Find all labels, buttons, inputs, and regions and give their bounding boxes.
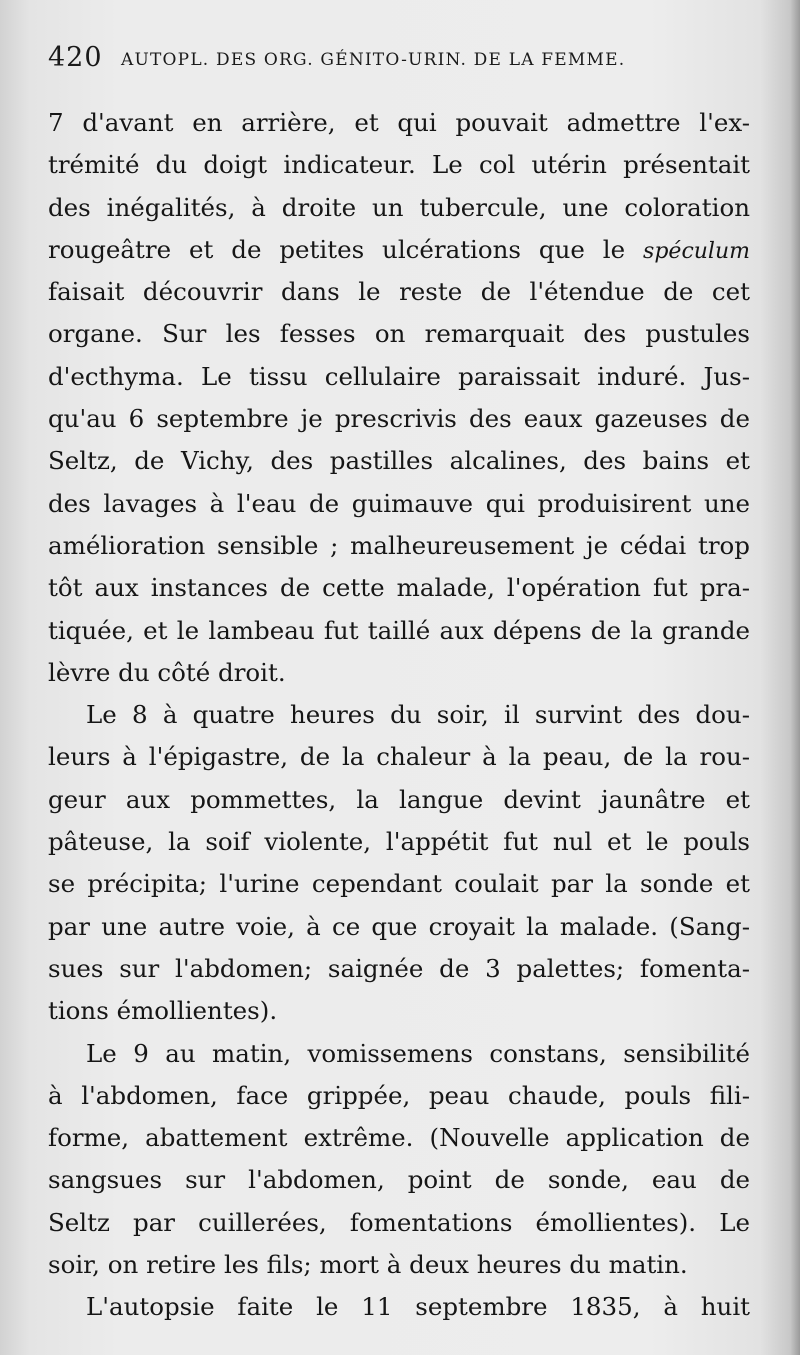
text-line: Le 9 au matin, vomissemens constans, sensibilité — [86, 1038, 750, 1068]
text-line: soir, on retire les fils; mort à deux heures du matin. — [48, 1250, 688, 1280]
paragraph-2 — [48, 694, 750, 1032]
text-line: sangsues sur l'abdomen, point de sonde, eau de — [48, 1165, 750, 1195]
text-line: tôt aux instances de cette malade, l'opération fut pra- — [48, 573, 750, 603]
page-number: 420 — [48, 42, 103, 73]
text-line: se précipita; l'urine cependant coulait par la sonde et — [48, 869, 750, 899]
page-header — [48, 40, 748, 80]
body-text — [48, 102, 750, 1329]
text-line: lèvre du côté droit. — [48, 657, 286, 687]
text-line: tions émollientes). — [48, 996, 278, 1026]
text-line: des lavages à l'eau de guimauve qui produisirent une — [48, 488, 750, 518]
text-line-start: rougeâtre et de petites ulcérations que le — [48, 234, 644, 264]
paragraph-3 — [48, 1033, 750, 1287]
text-line: Seltz par cuillerées, fomentations émollientes). Le — [48, 1207, 750, 1237]
text-line: pâteuse, la soif violente, l'appétit fut nul et le pouls — [48, 827, 750, 857]
paragraph-1 — [48, 102, 750, 694]
text-line: L'autopsie faite le 11 septembre 1835, à huit — [86, 1292, 750, 1322]
text-line: d'ecthyma. Le tissu cellulaire paraissait induré. Jus- — [48, 361, 750, 391]
text-line-with-italic — [48, 229, 750, 271]
text-line: leurs à l'épigastre, de la chaleur à la peau, de la rou- — [48, 742, 750, 772]
text-line: par une autre voie, à ce que croyait la malade. (Sang- — [48, 911, 750, 941]
text-line: sues sur l'abdomen; saignée de 3 palettes; fomenta- — [48, 953, 750, 983]
paragraph-4 — [48, 1286, 750, 1328]
text-line: trémité du doigt indicateur. Le col utérin présentait — [48, 150, 750, 180]
text-line: Le 8 à quatre heures du soir, il survint des dou- — [86, 700, 750, 730]
italic-word-speculum: spéculum — [643, 238, 750, 264]
text-line: Seltz, de Vichy, des pastilles alcalines, des bains et — [48, 446, 750, 476]
text-line: organe. Sur les fesses on remarquait des pustules — [48, 319, 750, 349]
text-line: des inégalités, à droite un tubercule, une coloration — [48, 192, 750, 222]
text-line: à l'abdomen, face grippée, peau chaude, pouls fili- — [48, 1080, 750, 1110]
text-line: tiquée, et le lambeau fut taillé aux dépens de la grande — [48, 615, 750, 645]
text-line: forme, abattement extrême. (Nouvelle application de — [48, 1123, 750, 1153]
text-line: geur aux pommettes, la langue devint jaunâtre et — [48, 784, 750, 814]
text-line: qu'au 6 septembre je prescrivis des eaux gazeuses de — [48, 404, 750, 434]
text-line: 7 d'avant en arrière, et qui pouvait admettre l'ex- — [48, 108, 750, 137]
running-title: AUTOPL. DES ORG. GÉNITO-URIN. DE LA FEMME. — [121, 50, 626, 70]
text-line: faisait découvrir dans le reste de l'étendue de cet — [48, 277, 750, 307]
text-line: amélioration sensible ; malheureusement je cédai trop — [48, 530, 750, 560]
